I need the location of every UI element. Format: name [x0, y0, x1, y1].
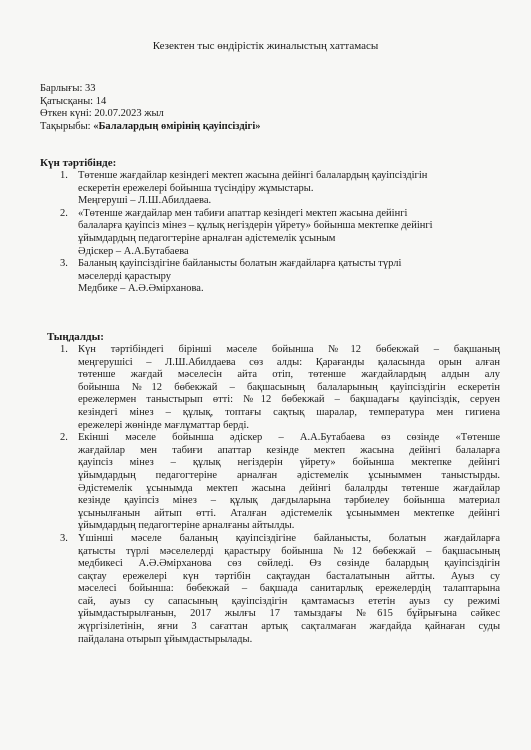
heard-item-line: Екінші мәселе бойынша әдіскер – А.А.Бутабаева өз сөзінде «Төтенше: [78, 432, 500, 444]
heard-item-line: ережелермен таныстырып өтті: №12 бөбекжай – бақшадағы қауіпсіздік, серуен: [78, 394, 500, 406]
agenda-item-line: Медбике – А.Ә.Әмірханова.: [78, 283, 204, 295]
meeting-meta: [40, 83, 261, 133]
heard-item-line: ережелері жөнінде мағлұматтар берді.: [78, 419, 250, 431]
heard-item-line: ұйымдардың педагогтеріне арналғаны айтылды.: [78, 520, 295, 532]
heard-heading: Тыңдалды:: [47, 331, 104, 343]
agenda-item: [60, 170, 500, 208]
present-row: [40, 96, 261, 109]
heard-item-line: мәселесі бойынша: бөбекжай – бақшада санитарлық ережелердің талаптарына: [78, 583, 500, 595]
heard-item-line: қауіпсіз мінез – құлық негіздерін үйрету» бойынша мектепке дейінгі: [78, 457, 500, 469]
agenda-item: [60, 258, 500, 296]
agenda-item-line: Төтенше жағдайлар кезіндегі мектеп жасына дейінгі балалардың қауіпсіздігін: [78, 170, 428, 181]
agenda-item-number: 3.: [60, 258, 68, 270]
heard-item: [60, 533, 500, 646]
agenda-item-line: Меңгеруші – Л.Ш.Абилдаева.: [78, 195, 212, 207]
heard-item-line: төтенше жағдай мәселесін айта отіп, төтенше жағдайлардың алдын алу: [78, 369, 500, 381]
agenda-item: [60, 208, 500, 258]
heard-item-line: ұсынылғанын айтып өтті. Аталған әдістемелік ұсыныммен мектепке дейінгі: [78, 507, 500, 519]
agenda-item-number: 2.: [60, 207, 68, 219]
heard-item-line: қатысты түрлі мәселелерді қарастыру бойынша №12 бөбекжай – бақшасының: [78, 545, 500, 557]
agenda-item-line: «Төтенше жағдайлар мен табиғи апаттар кезіндегі мектеп жасына дейінгі: [78, 207, 408, 219]
topic-value: «Балалардың өмірінің қауіпсіздігі»: [93, 120, 261, 132]
agenda-item-line: мәселерді қарастыру: [78, 270, 171, 282]
agenda-item-line: ескеретін ережелері бойынша түсіндіру жұмыстары.: [78, 182, 314, 194]
heard-item-line: бойынша №12 бөбекжай – бақшасының балаларының қауіпсіздігін ескеретін: [78, 381, 500, 393]
heard-item-line: Үшінші мәселе баланың қауіпсіздігіне байланысты, болатын жағдайларға: [78, 532, 500, 544]
document-title: Кезектен тыс өндірістік жиналыстың хаттамасы: [152, 40, 379, 52]
date-row: [40, 108, 261, 121]
heard-item-line: ұйымдастырылғанын, 2017 жылғы 17 тамыздағы №615 бұйрығына сәйкес: [78, 608, 500, 620]
topic-label: Тақырыбы:: [40, 120, 91, 132]
present-value: 14: [95, 95, 107, 107]
heard-item-line: сақтау ережелері күн тәртібін сақтаудан басталатынын айтты. Ауыз су: [78, 570, 500, 582]
heard-item-line: сай, ауыз су сапасының қауіпсіздігін қамтамасыз ететін ауыз су режимі: [78, 595, 500, 607]
heard-item-line: меңгерушісі – Л.Ш.Абилдаева сөз алды: Қарағанды қаласында орын алған: [78, 356, 500, 368]
agenda-item-line: балаларға қауіпсіз мінез – құлық негіздерін үйрету» бойынша мектепке дейінгі: [78, 220, 433, 232]
heard-item-number: 3.: [60, 532, 68, 544]
heard-item-line: жүргізілетінін, яғни 3 сағаттан артық сақталмаған жағдайда қайнаған суды: [78, 621, 500, 633]
agenda-item-line: ұйымдардың педагогтеріне арналған әдістемелік ұсыным: [78, 232, 336, 244]
heard-item: [60, 344, 500, 432]
agenda-heading: Күн тәртібінде:: [40, 157, 117, 169]
agenda-item-number: 1.: [60, 170, 68, 181]
heard-item-line: жағдайлар мен табиғи апаттар кезінде мектеп жасына дейінгі балаларға: [78, 444, 500, 456]
topic-row: [40, 121, 261, 134]
total-label: Барлығы:: [40, 83, 83, 94]
present-label: Қатысқаны:: [40, 95, 94, 107]
date-label: Өткен күні:: [40, 108, 92, 120]
heard-list: [60, 344, 500, 646]
heard-item-number: 1.: [60, 344, 68, 355]
heard-item-line: пайдалана отырып ұйымдастырылады.: [78, 633, 253, 645]
heard-item-line: ұйымдардың педагогтеріне арналған әдістемелік ұсыныммен таныстырды.: [78, 469, 500, 481]
total-row: [40, 83, 261, 96]
heard-item-line: Әдістемелік ұсынымда мектеп жасына дейінгі балалрды төтенше жағдайлар: [78, 482, 500, 494]
total-value: 33: [85, 83, 96, 94]
heard-item-line: медбикесі А.Ә.Әмірханова сөз сөйледі. Өз сөзінде балардың қауіпсіздігін: [78, 558, 500, 570]
heard-item: [60, 432, 500, 533]
heard-item-line: кезінде қауіпсіз мінез – құлық дағдыларына тәрбиелеу бойынша материал: [78, 495, 500, 507]
agenda-list: [60, 170, 500, 296]
heard-item-line: Күн тәртібіндегі бірінші мәселе бойынша №12 бөбекжай – бақшаның: [78, 344, 500, 355]
heard-item-line: кезіндегі мінез – құлық, топтағы сақтық шаралар, температура мен гигиена: [78, 406, 500, 418]
agenda-item-line: Әдіскер – А.А.Бутабаева: [78, 245, 189, 257]
date-value: 20.07.2023 жыл: [94, 108, 164, 120]
heard-item-number: 2.: [60, 432, 68, 444]
agenda-item-line: Баланың қауіпсіздігіне байланысты болатын жағдайларға қатысты түрлі: [78, 258, 402, 270]
